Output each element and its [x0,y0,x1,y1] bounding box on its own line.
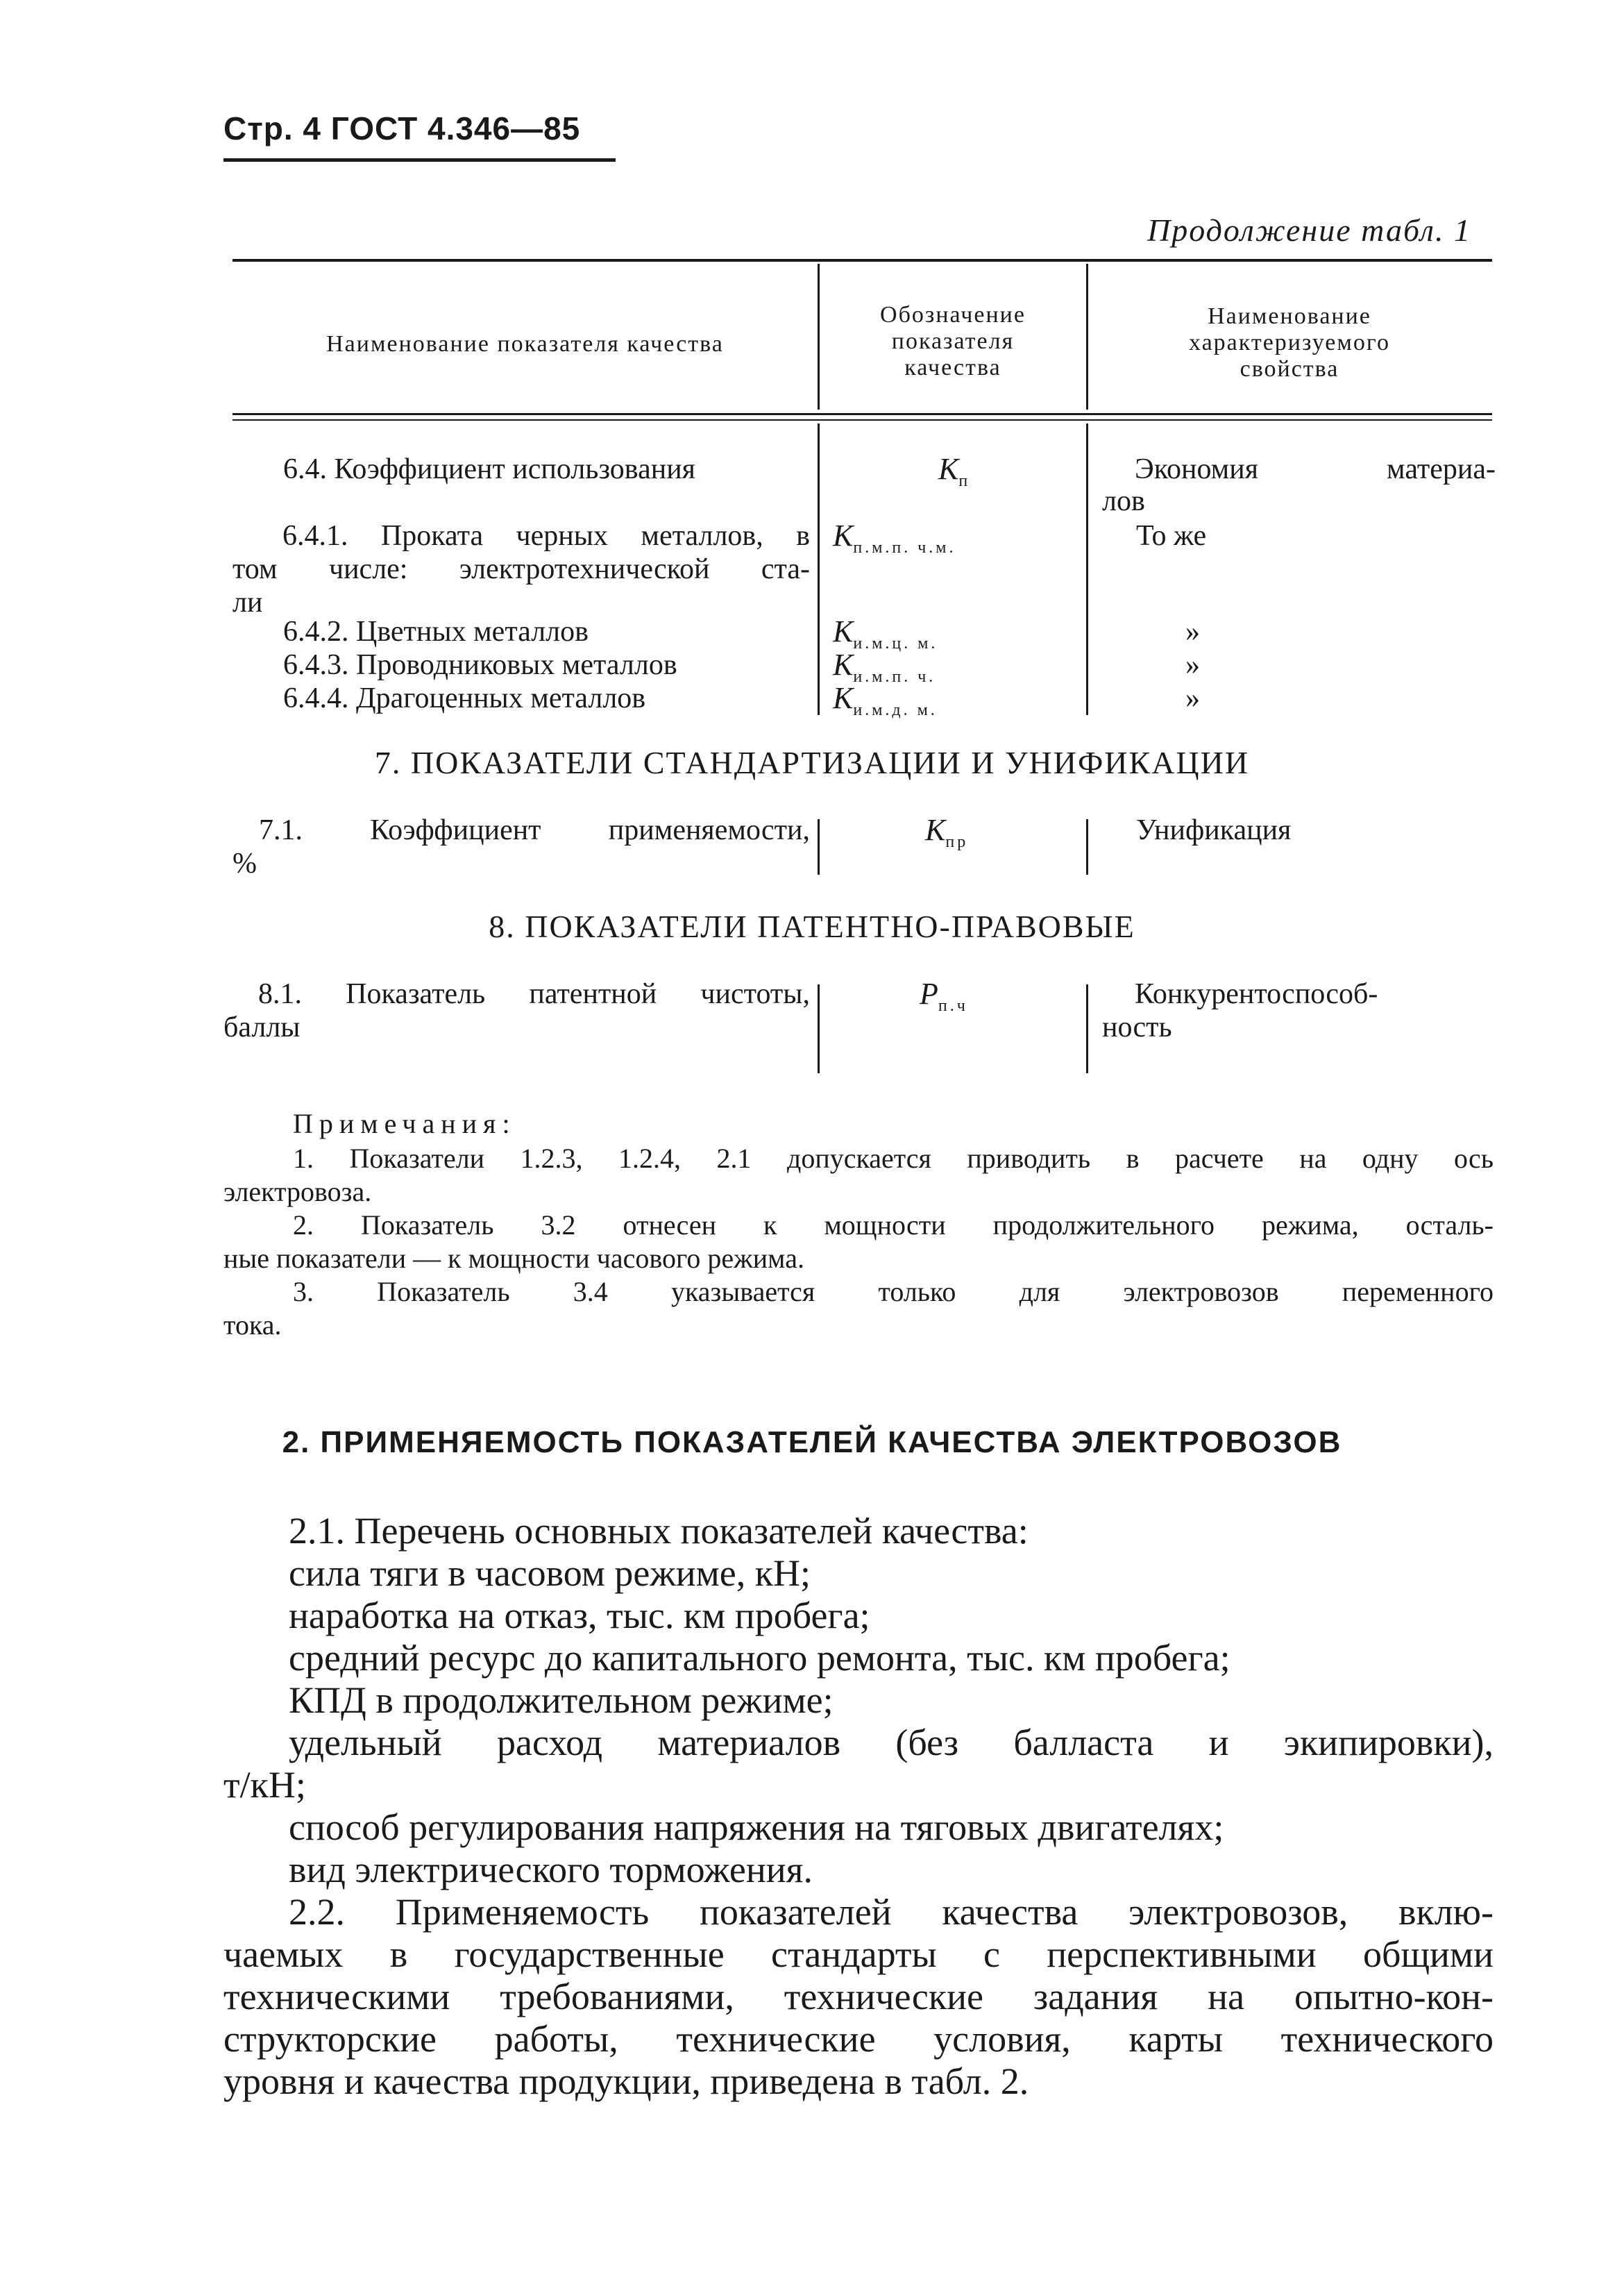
row-6-4-2-property: » [1185,616,1200,648]
name-line: 7.1. Коэффициент применяемости, [259,814,810,846]
symbol-letter: K [833,648,854,682]
symbol-letter: K [833,614,854,648]
row-8-1-property [1102,977,1378,1044]
table-continuation: Продолжение табл. 1 [1147,212,1471,248]
table-header-rule-2 [232,419,1492,421]
row-8-1-name [223,977,810,1044]
property-line: Конкурентоспособ- [1135,978,1378,1010]
name-line: % [232,848,257,880]
row-6-4-property-cont: лов [1102,485,1145,517]
section-2-title: 2. ПРИМЕНЯЕМОСТЬ ПОКАЗАТЕЛЕЙ КАЧЕСТВА ЭЛЕКТРОВОЗОВ [282,1425,1342,1459]
property-word: материа- [1387,453,1496,485]
row-6-4-1-name [232,519,810,619]
row-6-4-property [1135,453,1496,486]
section-2-body [223,1510,1494,2103]
symbol-letter: P [920,977,938,1011]
notes-title: Примечания: [293,1108,516,1139]
name-line: 6.4.1. Проката черных металлов, в [282,520,810,552]
symbol-subscript: п.ч [938,996,968,1015]
symbol-letter: K [925,813,946,847]
property-word: Экономия [1135,453,1259,485]
note-line: 1. Показатели 1.2.3, 1.2.4, 2.1 допускается приводить в расчете на одну ось [293,1143,1494,1174]
row-6-4-symbol [938,451,970,491]
row-6-4-4-name: 6.4.4. Драгоценных металлов [283,682,646,714]
col-header-symbol-line: показателя [891,328,1015,354]
row-6-4-4-property: » [1185,682,1200,714]
body-line: 2.1. Перечень основных показателей качества: [289,1510,1029,1552]
col-header-property-line: Наименование [1208,303,1371,329]
body-line: наработка на отказ, тыс. км пробега; [289,1595,870,1636]
row-6-4-3-name: 6.4.3. Проводниковых металлов [283,649,677,681]
body-line: удельный расход материалов (без балласта и экипировки), [289,1722,1494,1763]
page-header [223,110,580,147]
body-line: чаемых в государственные стандарты с перспективными общими [223,1933,1494,1975]
name-line: ли [232,587,263,619]
section-8-title: 8. ПОКАЗАТЕЛИ ПАТЕНТНО-ПРАВОВЫЕ [489,909,1135,944]
note-line: тока. [223,1309,282,1341]
symbol-letter: K [938,452,959,486]
notes-list [223,1142,1494,1342]
body-line: КПД в продолжительном режиме; [289,1679,834,1721]
col-divider-1-body [818,423,820,715]
row-8-1-symbol [920,976,968,1016]
col-divider-1-s7 [818,819,820,875]
symbol-subscript: и.м.д. м. [853,700,938,719]
col-header-property-line: свойства [1240,356,1339,382]
row-6-4-1-symbol [833,518,956,557]
body-line: уровня и качества продукции, приведена в табл. 2. [223,2060,1029,2102]
row-6-4-name: 6.4. Коэффициент использования [283,453,695,485]
body-line: техническими требованиями, технические задания на опытно-кон- [223,1976,1494,2017]
symbol-letter: K [833,681,854,715]
property-line [1135,453,1496,486]
row-6-4-3-property: » [1185,649,1200,681]
symbol-subscript: и.м.ц. м. [853,634,938,653]
table-header-rule [232,413,1492,415]
col-header-symbol-line: качества [904,355,1001,380]
col-header-symbol [820,302,1086,381]
body-line: вид электрического торможения. [289,1849,813,1890]
section-7-title: 7. ПОКАЗАТЕЛИ СТАНДАРТИЗАЦИИ И УНИФИКАЦИИ [374,745,1250,780]
note-line: ные показатели — к мощности часового режима. [223,1243,804,1274]
name-line: том числе: электротехнической ста- [232,553,810,585]
body-line: средний ресурс до капитального ремонта, тыс. км пробега; [289,1637,1230,1679]
page-label: Стр. 4 [223,110,321,146]
symbol-letter: K [833,519,854,553]
body-line: 2.2. Применяемость показателей качества электровозов, вклю- [289,1891,1494,1933]
symbol-subscript: п.м.п. ч.м. [853,538,956,557]
col-divider-2-s8 [1086,984,1088,1073]
symbol-subscript: и.м.п. ч. [853,667,936,686]
col-divider-2-body [1086,423,1088,715]
body-line: т/кН; [223,1764,306,1806]
symbol-subscript: п [958,471,971,490]
col-header-property [1088,303,1491,383]
table-top-rule [232,259,1492,262]
row-6-4-2-name: 6.4.2. Цветных металлов [283,616,589,648]
note-line: 3. Показатель 3.4 указывается только для электровозов переменного [293,1276,1494,1307]
col-header-symbol-line: Обозначение [880,302,1026,328]
row-7-1-name [232,814,810,880]
name-line: 8.1. Показатель патентной чистоты, [258,978,810,1010]
col-header-name: Наименование показателя качества [326,331,724,357]
name-line: баллы [223,1011,301,1043]
note-line: электровоза. [223,1176,372,1207]
row-6-4-4-symbol [833,680,938,720]
col-divider-2-s7 [1086,819,1088,875]
body-line: способ регулирования напряжения на тяговых двигателях; [289,1806,1224,1848]
body-line: сила тяги в часовом режиме, кН; [289,1552,811,1594]
body-line: структорские работы, технические условия, карты технического [223,2018,1494,2060]
col-divider-1-s8 [818,984,820,1073]
row-6-4-1-property: То же [1136,520,1207,552]
property-line: ность [1102,1011,1172,1043]
row-7-1-symbol [925,812,968,852]
col-header-property-line: характеризуемого [1189,330,1390,355]
note-line: 2. Показатель 3.2 отнесен к мощности продолжительного режима, осталь- [293,1209,1494,1241]
row-7-1-property: Унификация [1136,814,1292,846]
standard-code: ГОСТ 4.346—85 [330,110,581,146]
header-rule [223,158,616,162]
symbol-subscript: пр [945,832,969,851]
